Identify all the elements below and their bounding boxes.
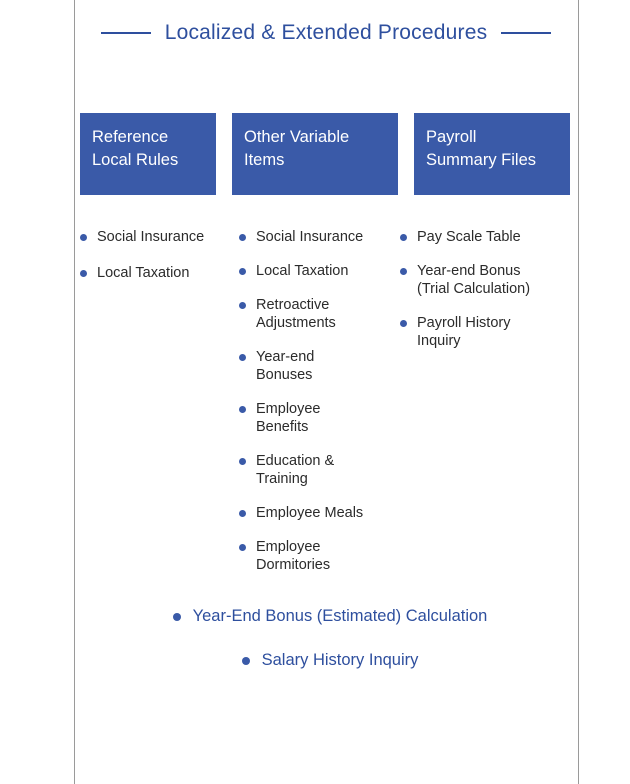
list-item-line2: (Trial Calculation) bbox=[417, 281, 531, 297]
column-header-payroll-summary-files bbox=[414, 113, 570, 195]
list-item-label: Employee Meals bbox=[256, 505, 364, 521]
list-item-line2: Inquiry bbox=[417, 333, 461, 349]
list-item-label bbox=[256, 538, 409, 574]
column-header-line2: Items bbox=[244, 151, 285, 169]
column-header-other-variable-items bbox=[232, 113, 398, 195]
column-list-other-variable-items bbox=[239, 228, 409, 590]
list-item bbox=[80, 264, 230, 282]
title-rule-right bbox=[501, 32, 551, 34]
list-item bbox=[239, 262, 409, 280]
column-list-reference-local-rules bbox=[80, 228, 230, 300]
bullet-dot-icon bbox=[239, 510, 246, 517]
list-item-label bbox=[256, 348, 409, 384]
bullet-dot-icon bbox=[239, 268, 246, 275]
list-item-label: Local Taxation bbox=[97, 265, 190, 281]
list-item-label: Local Taxation bbox=[256, 263, 349, 279]
list-item-label bbox=[417, 314, 580, 350]
left-vertical-rule bbox=[74, 0, 75, 784]
list-item bbox=[400, 314, 580, 350]
bottom-highlight-list bbox=[80, 605, 580, 693]
list-item bbox=[239, 348, 409, 384]
bullet-dot-icon bbox=[239, 302, 246, 309]
bullet-dot-icon bbox=[80, 234, 87, 241]
bullet-dot-icon bbox=[239, 354, 246, 361]
list-item-line2: Benefits bbox=[256, 419, 309, 435]
list-item-line2: Adjustments bbox=[256, 315, 336, 331]
list-item-line1: Retroactive bbox=[256, 297, 330, 313]
list-item bbox=[239, 452, 409, 488]
title-rule-left bbox=[101, 32, 151, 34]
list-item-line1: Year-end Bonus bbox=[417, 263, 521, 279]
list-item-line1: Employee bbox=[256, 539, 321, 555]
column-header-line1: Payroll bbox=[426, 128, 477, 146]
bullet-dot-icon bbox=[400, 234, 407, 241]
page-title-text: Localized & Extended Procedures bbox=[164, 21, 488, 44]
list-item bbox=[239, 538, 409, 574]
column-header-reference-local-rules bbox=[80, 113, 216, 195]
list-item bbox=[239, 400, 409, 436]
list-item bbox=[239, 504, 409, 522]
list-item-label bbox=[417, 262, 580, 298]
column-header-line1: Reference bbox=[92, 128, 169, 146]
list-item-line2: Bonuses bbox=[256, 367, 313, 383]
list-item bbox=[400, 228, 580, 246]
list-item-line1: Payroll History bbox=[417, 315, 511, 331]
list-item-label: Pay Scale Table bbox=[417, 229, 521, 245]
list-item-label bbox=[256, 452, 409, 488]
column-list-payroll-summary-files bbox=[400, 228, 580, 366]
list-item bbox=[80, 228, 230, 246]
list-item-line1: Employee bbox=[256, 401, 321, 417]
bullet-dot-icon bbox=[242, 657, 250, 665]
list-item-label bbox=[256, 400, 409, 436]
list-item-line1: Education & bbox=[256, 453, 335, 469]
bottom-item-year-end-bonus-calculation bbox=[80, 605, 580, 627]
list-item-label: Social Insurance bbox=[97, 229, 205, 245]
column-header-line2: Summary Files bbox=[426, 151, 537, 169]
list-item bbox=[400, 262, 580, 298]
list-item bbox=[239, 228, 409, 246]
bottom-item-salary-history-inquiry bbox=[80, 649, 580, 671]
bullet-dot-icon bbox=[239, 406, 246, 413]
list-item-line2: Dormitories bbox=[256, 557, 331, 573]
bullet-dot-icon bbox=[173, 613, 181, 621]
list-item-label bbox=[256, 296, 409, 332]
bullet-dot-icon bbox=[400, 268, 407, 275]
list-item-line2: Training bbox=[256, 471, 308, 487]
bullet-dot-icon bbox=[400, 320, 407, 327]
column-header-line2: Local Rules bbox=[92, 151, 179, 169]
list-item-label: Social Insurance bbox=[256, 229, 364, 245]
bullet-dot-icon bbox=[239, 234, 246, 241]
bullet-dot-icon bbox=[239, 544, 246, 551]
list-item-line1: Year-end bbox=[256, 349, 315, 365]
column-headers bbox=[80, 113, 570, 195]
list-item bbox=[239, 296, 409, 332]
column-header-line1: Other Variable bbox=[244, 128, 350, 146]
page-title bbox=[74, 16, 578, 50]
bullet-dot-icon bbox=[239, 458, 246, 465]
bullet-dot-icon bbox=[80, 270, 87, 277]
bottom-item-label: Salary History Inquiry bbox=[261, 651, 419, 669]
bottom-item-label: Year-End Bonus (Estimated) Calculation bbox=[192, 607, 488, 625]
